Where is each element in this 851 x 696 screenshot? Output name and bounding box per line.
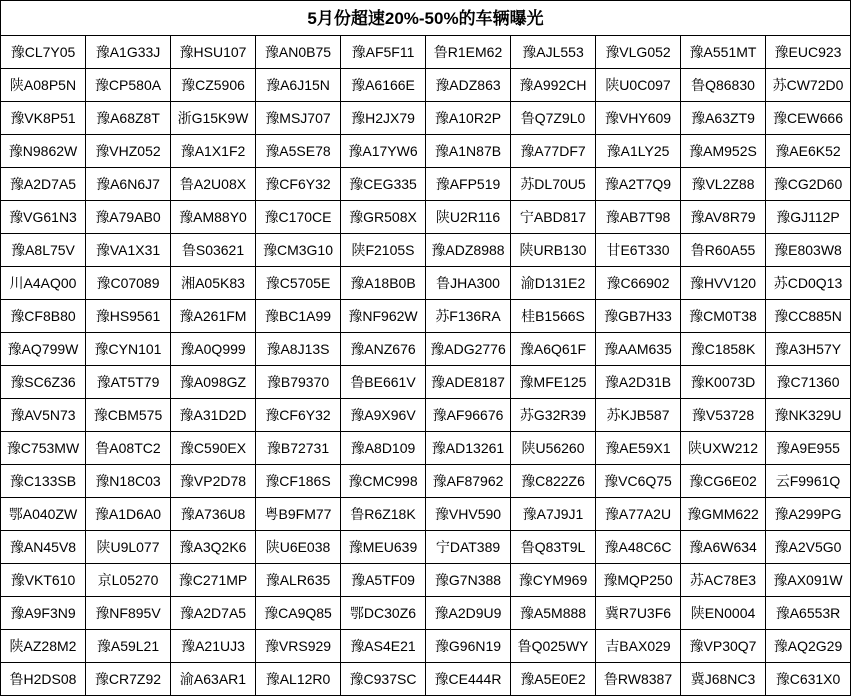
plate-cell[interactable]: 豫AQ799W <box>1 333 86 366</box>
plate-cell[interactable]: 豫EUC923 <box>766 36 851 69</box>
table-row <box>1 267 851 300</box>
plate-cell[interactable]: 豫C71360 <box>766 366 851 399</box>
plate-cell[interactable]: 豫CBM575 <box>86 399 171 432</box>
plate-cell[interactable]: 豫A5E0E2 <box>511 663 596 696</box>
plate-cell[interactable]: 豫NF962W <box>341 300 426 333</box>
plate-cell[interactable]: 陕AZ28M2 <box>1 630 86 663</box>
plate-cell[interactable]: 豫AM952S <box>681 135 766 168</box>
plate-cell[interactable]: 豫AX091W <box>766 564 851 597</box>
plate-cell[interactable]: 豫A551MT <box>681 36 766 69</box>
table-row <box>1 432 851 465</box>
plate-cell[interactable]: 豫AD13261 <box>426 432 511 465</box>
plate-cell[interactable]: 豫VHY609 <box>596 102 681 135</box>
plate-cell[interactable]: 豫VL2Z88 <box>681 168 766 201</box>
plate-cell[interactable]: 豫CEW666 <box>766 102 851 135</box>
plate-cell[interactable]: 豫A18B0B <box>341 267 426 300</box>
plate-cell[interactable]: 豫C66902 <box>596 267 681 300</box>
plate-cell[interactable]: 豫A79AB0 <box>86 201 171 234</box>
plate-cell[interactable]: 鲁A08TC2 <box>86 432 171 465</box>
plate-cell[interactable]: 豫V53728 <box>681 399 766 432</box>
plate-cell[interactable]: 吉BAX029 <box>596 630 681 663</box>
plate-cell[interactable]: 豫A6W634 <box>681 531 766 564</box>
plate-cell[interactable]: 豫A2D9U9 <box>426 597 511 630</box>
plate-cell[interactable]: 豫A299PG <box>766 498 851 531</box>
plate-cell[interactable]: 豫E803W8 <box>766 234 851 267</box>
plate-cell[interactable]: 豫CF6Y32 <box>256 168 341 201</box>
plate-cell[interactable]: 陕U6E038 <box>256 531 341 564</box>
plate-cell[interactable]: 鲁R60A55 <box>681 234 766 267</box>
plate-cell[interactable]: 豫N9862W <box>1 135 86 168</box>
plate-cell[interactable]: 鲁Q025WY <box>511 630 596 663</box>
plate-cell[interactable]: 川A4AQ00 <box>1 267 86 300</box>
plate-cell[interactable]: 豫C1858K <box>681 333 766 366</box>
plate-cell[interactable]: 豫AM88Y0 <box>171 201 256 234</box>
plate-cell[interactable]: 豫GJ112P <box>766 201 851 234</box>
plate-cell[interactable]: 苏F136RA <box>426 300 511 333</box>
plate-cell[interactable]: 豫AQ2G29 <box>766 630 851 663</box>
plate-cell[interactable]: 豫B72731 <box>256 432 341 465</box>
plate-cell[interactable]: 浙G15K9W <box>171 102 256 135</box>
plate-cell[interactable]: 豫A1LY25 <box>596 135 681 168</box>
plate-cell[interactable]: 鲁Q7Z9L0 <box>511 102 596 135</box>
plate-cell[interactable]: 豫CP580A <box>86 69 171 102</box>
plate-cell[interactable]: 京L05270 <box>86 564 171 597</box>
plate-cell[interactable]: 桂B1566S <box>511 300 596 333</box>
plate-cell[interactable]: 豫ALR635 <box>256 564 341 597</box>
plate-cell[interactable]: 渝A63AR1 <box>171 663 256 696</box>
table-row <box>1 531 851 564</box>
plate-cell[interactable]: 豫A17YW6 <box>341 135 426 168</box>
plate-cell[interactable]: 豫HS9561 <box>86 300 171 333</box>
plate-cell[interactable]: 豫A59L21 <box>86 630 171 663</box>
table-row <box>1 399 851 432</box>
plate-cell[interactable]: 豫AF5F11 <box>341 36 426 69</box>
plate-cell[interactable]: 豫ADG2776 <box>426 333 511 366</box>
plate-cell[interactable]: 豫A1D6A0 <box>86 498 171 531</box>
plate-cell[interactable]: 豫A992CH <box>511 69 596 102</box>
plate-table <box>0 35 851 696</box>
plate-cell[interactable]: 豫A7J9J1 <box>511 498 596 531</box>
table-row <box>1 36 851 69</box>
plate-cell[interactable]: 豫VHZ052 <box>86 135 171 168</box>
plate-cell[interactable]: 豫MSJ707 <box>256 102 341 135</box>
plate-cell[interactable]: 豫VP2D78 <box>171 465 256 498</box>
plate-cell[interactable]: 豫AF96676 <box>426 399 511 432</box>
sheet-title: 5月份超速20%-50%的车辆曝光 <box>0 0 851 35</box>
plate-cell[interactable]: 豫C133SB <box>1 465 86 498</box>
plate-cell[interactable]: 豫A2D31B <box>596 366 681 399</box>
plate-cell[interactable]: 渝D131E2 <box>511 267 596 300</box>
plate-cell[interactable]: 豫B79370 <box>256 366 341 399</box>
plate-cell[interactable]: 鲁JHA300 <box>426 267 511 300</box>
plate-cell[interactable]: 豫VKT610 <box>1 564 86 597</box>
plate-cell[interactable]: 豫C271MP <box>171 564 256 597</box>
plate-cell[interactable]: 豫AAM635 <box>596 333 681 366</box>
plate-cell[interactable]: 豫CF6Y32 <box>256 399 341 432</box>
plate-cell[interactable]: 宁ABD817 <box>511 201 596 234</box>
plate-cell[interactable]: 豫AJL553 <box>511 36 596 69</box>
plate-cell[interactable]: 豫A2V5G0 <box>766 531 851 564</box>
table-row <box>1 102 851 135</box>
plate-cell[interactable]: 豫VRS929 <box>256 630 341 663</box>
plate-cell[interactable]: 豫CYN101 <box>86 333 171 366</box>
plate-cell[interactable]: 豫CA9Q85 <box>256 597 341 630</box>
plate-cell[interactable]: 豫G7N388 <box>426 564 511 597</box>
plate-cell[interactable]: 豫A10R2P <box>426 102 511 135</box>
table-row <box>1 630 851 663</box>
plate-cell[interactable]: 苏G32R39 <box>511 399 596 432</box>
plate-cell[interactable]: 豫A9F3N9 <box>1 597 86 630</box>
plate-cell[interactable]: 豫ANZ676 <box>341 333 426 366</box>
plate-cell[interactable]: 豫K0073D <box>681 366 766 399</box>
plate-cell[interactable]: 豫A3Q2K6 <box>171 531 256 564</box>
plate-cell[interactable]: 豫CEG335 <box>341 168 426 201</box>
plate-cell[interactable]: 豫A1X1F2 <box>171 135 256 168</box>
plate-cell[interactable]: 豫VP30Q7 <box>681 630 766 663</box>
plate-cell[interactable]: 豫CYM969 <box>511 564 596 597</box>
plate-cell[interactable]: 豫C937SC <box>341 663 426 696</box>
plate-cell[interactable]: 陕F2105S <box>341 234 426 267</box>
plate-cell[interactable]: 鄂DC30Z6 <box>341 597 426 630</box>
plate-cell[interactable]: 豫MQP250 <box>596 564 681 597</box>
plate-cell[interactable]: 豫A1G33J <box>86 36 171 69</box>
plate-cell[interactable]: 豫ADZ863 <box>426 69 511 102</box>
table-row <box>1 201 851 234</box>
plate-cell[interactable]: 豫A5TF09 <box>341 564 426 597</box>
plate-cell[interactable]: 豫NK329U <box>766 399 851 432</box>
plate-cell[interactable]: 豫CG2D60 <box>766 168 851 201</box>
plate-cell[interactable]: 豫VA1X31 <box>86 234 171 267</box>
plate-cell[interactable]: 豫VG61N3 <box>1 201 86 234</box>
plate-cell[interactable]: 豫A9X96V <box>341 399 426 432</box>
plate-cell[interactable]: 宁DAT389 <box>426 531 511 564</box>
table-row <box>1 564 851 597</box>
plate-cell[interactable]: 鲁A2U08X <box>171 168 256 201</box>
plate-cell[interactable]: 豫AL12R0 <box>256 663 341 696</box>
plate-cell[interactable]: 豫VHV590 <box>426 498 511 531</box>
plate-cell[interactable]: 豫C07089 <box>86 267 171 300</box>
plate-cell[interactable]: 鲁S03621 <box>171 234 256 267</box>
plate-cell[interactable]: 豫A6J15N <box>256 69 341 102</box>
plate-cell[interactable]: 苏CD0Q13 <box>766 267 851 300</box>
plate-cell[interactable]: 豫GR508X <box>341 201 426 234</box>
table-row <box>1 168 851 201</box>
plate-cell[interactable]: 豫A6553R <box>766 597 851 630</box>
plate-cell[interactable]: 豫GMM622 <box>681 498 766 531</box>
plate-cell[interactable]: 豫C631X0 <box>766 663 851 696</box>
plate-cell[interactable]: 豫A098GZ <box>171 366 256 399</box>
plate-cell[interactable]: 冀J68NC3 <box>681 663 766 696</box>
plate-cell[interactable]: 豫AN0B75 <box>256 36 341 69</box>
plate-cell[interactable]: 豫AV8R79 <box>681 201 766 234</box>
plate-cell[interactable]: 豫AE6K52 <box>766 135 851 168</box>
plate-cell[interactable]: 豫NF895V <box>86 597 171 630</box>
plate-cell[interactable]: 豫AT5T79 <box>86 366 171 399</box>
plate-cell[interactable]: 豫A3H57Y <box>766 333 851 366</box>
table-row <box>1 333 851 366</box>
plate-cell[interactable]: 陕URB130 <box>511 234 596 267</box>
table-row <box>1 234 851 267</box>
plate-cell[interactable]: 豫CF8B80 <box>1 300 86 333</box>
plate-cell[interactable]: 陕U56260 <box>511 432 596 465</box>
plate-cell[interactable]: 豫HSU107 <box>171 36 256 69</box>
plate-cell[interactable]: 豫BC1A99 <box>256 300 341 333</box>
plate-cell[interactable]: 鲁R6Z18K <box>341 498 426 531</box>
plate-cell[interactable]: 豫CM3G10 <box>256 234 341 267</box>
plate-cell[interactable]: 豫A31D2D <box>171 399 256 432</box>
plate-cell[interactable]: 豫C822Z6 <box>511 465 596 498</box>
plate-cell[interactable]: 豫A77A2U <box>596 498 681 531</box>
plate-cell[interactable]: 豫A2D7A5 <box>171 597 256 630</box>
plate-cell[interactable]: 豫C170CE <box>256 201 341 234</box>
plate-cell[interactable]: 豫AB7T98 <box>596 201 681 234</box>
plate-cell[interactable]: 豫A2D7A5 <box>1 168 86 201</box>
plate-cell[interactable]: 鲁BE661V <box>341 366 426 399</box>
plate-cell[interactable]: 陕U9L077 <box>86 531 171 564</box>
plate-cell[interactable]: 鲁Q86830 <box>681 69 766 102</box>
plate-cell[interactable]: 豫AN45V8 <box>1 531 86 564</box>
plate-cell[interactable]: 豫A2T7Q9 <box>596 168 681 201</box>
plate-cell[interactable]: 豫AS4E21 <box>341 630 426 663</box>
plate-cell[interactable]: 豫SC6Z36 <box>1 366 86 399</box>
plate-cell[interactable]: 豫A0Q999 <box>171 333 256 366</box>
table-row <box>1 498 851 531</box>
plate-cell[interactable]: 陕U0C097 <box>596 69 681 102</box>
plate-cell[interactable]: 豫A1N87B <box>426 135 511 168</box>
plate-cell[interactable]: 湘A05K83 <box>171 267 256 300</box>
plate-cell[interactable]: 豫A5M888 <box>511 597 596 630</box>
plate-cell[interactable]: 豫CG6E02 <box>681 465 766 498</box>
plate-cell[interactable]: 豫CR7Z92 <box>86 663 171 696</box>
plate-cell[interactable]: 豫CMC998 <box>341 465 426 498</box>
plate-cell[interactable]: 豫H2JX79 <box>341 102 426 135</box>
plate-cell[interactable]: 豫A6166E <box>341 69 426 102</box>
plate-cell[interactable]: 豫CZ5906 <box>171 69 256 102</box>
plate-cell[interactable]: 豫MEU639 <box>341 531 426 564</box>
plate-cell[interactable]: 鲁Q83T9L <box>511 531 596 564</box>
plate-cell[interactable]: 豫A8L75V <box>1 234 86 267</box>
plate-cell[interactable]: 粤B9FM77 <box>256 498 341 531</box>
plate-cell[interactable]: 甘E6T330 <box>596 234 681 267</box>
plate-cell[interactable]: 豫AE59X1 <box>596 432 681 465</box>
plate-cell[interactable]: 豫C590EX <box>171 432 256 465</box>
plate-cell[interactable]: 豫A77DF7 <box>511 135 596 168</box>
plate-cell[interactable]: 豫VC6Q75 <box>596 465 681 498</box>
plate-cell[interactable]: 豫CC885N <box>766 300 851 333</box>
plate-cell[interactable]: 豫C753MW <box>1 432 86 465</box>
plate-cell[interactable]: 豫AFP519 <box>426 168 511 201</box>
plate-cell[interactable]: 豫A6Q61F <box>511 333 596 366</box>
plate-cell[interactable]: 豫CL7Y05 <box>1 36 86 69</box>
plate-cell[interactable]: 豫A6N6J7 <box>86 168 171 201</box>
plate-cell[interactable]: 陕U2R116 <box>426 201 511 234</box>
plate-cell[interactable]: 豫HVV120 <box>681 267 766 300</box>
plate-cell[interactable]: 豫A21UJ3 <box>171 630 256 663</box>
plate-cell[interactable]: 豫G96N19 <box>426 630 511 663</box>
plate-cell[interactable]: 豫N18C03 <box>86 465 171 498</box>
plate-cell[interactable]: 豫CM0T38 <box>681 300 766 333</box>
plate-cell[interactable]: 豫VK8P51 <box>1 102 86 135</box>
plate-cell[interactable]: 豫MFE125 <box>511 366 596 399</box>
plate-cell[interactable]: 豫VLG052 <box>596 36 681 69</box>
table-row <box>1 135 851 168</box>
plate-cell[interactable]: 豫A68Z8T <box>86 102 171 135</box>
plate-cell[interactable]: 豫CF186S <box>256 465 341 498</box>
plate-cell[interactable]: 豫AF87962 <box>426 465 511 498</box>
plate-cell[interactable]: 鲁RW8387 <box>596 663 681 696</box>
plate-cell[interactable]: 豫A9E955 <box>766 432 851 465</box>
plate-cell[interactable]: 鲁R1EM62 <box>426 36 511 69</box>
plate-cell[interactable]: 豫A8J13S <box>256 333 341 366</box>
table-row <box>1 300 851 333</box>
plate-cell[interactable]: 鄂A040ZW <box>1 498 86 531</box>
plate-cell[interactable]: 苏KJB587 <box>596 399 681 432</box>
plate-cell[interactable]: 豫AV5N73 <box>1 399 86 432</box>
plate-cell[interactable]: 豫C5705E <box>256 267 341 300</box>
plate-cell[interactable]: 豫ADZ8988 <box>426 234 511 267</box>
plate-cell[interactable]: 冀R7U3F6 <box>596 597 681 630</box>
plate-cell[interactable]: 鲁H2DS08 <box>1 663 86 696</box>
table-row <box>1 597 851 630</box>
table-row <box>1 366 851 399</box>
plate-cell[interactable]: 豫A8D109 <box>341 432 426 465</box>
plate-cell[interactable]: 豫ADE8187 <box>426 366 511 399</box>
plate-cell[interactable]: 豫GB7H33 <box>596 300 681 333</box>
table-row <box>1 69 851 102</box>
plate-table-body <box>1 36 851 696</box>
plate-cell[interactable]: 苏DL70U5 <box>511 168 596 201</box>
plate-cell[interactable]: 豫A5SE78 <box>256 135 341 168</box>
plate-cell[interactable]: 豫A63ZT9 <box>681 102 766 135</box>
plate-cell[interactable]: 豫A736U8 <box>171 498 256 531</box>
plate-cell[interactable]: 豫CE444R <box>426 663 511 696</box>
plate-cell[interactable]: 豫A261FM <box>171 300 256 333</box>
table-row <box>1 465 851 498</box>
table-row <box>1 663 851 696</box>
plate-cell[interactable]: 云F9961Q <box>766 465 851 498</box>
plate-cell[interactable]: 陕EN0004 <box>681 597 766 630</box>
plate-cell[interactable]: 豫A48C6C <box>596 531 681 564</box>
plate-cell[interactable]: 陕A08P5N <box>1 69 86 102</box>
plate-cell[interactable]: 陕UXW212 <box>681 432 766 465</box>
plate-cell[interactable]: 苏CW72D0 <box>766 69 851 102</box>
plate-cell[interactable]: 苏AC78E3 <box>681 564 766 597</box>
